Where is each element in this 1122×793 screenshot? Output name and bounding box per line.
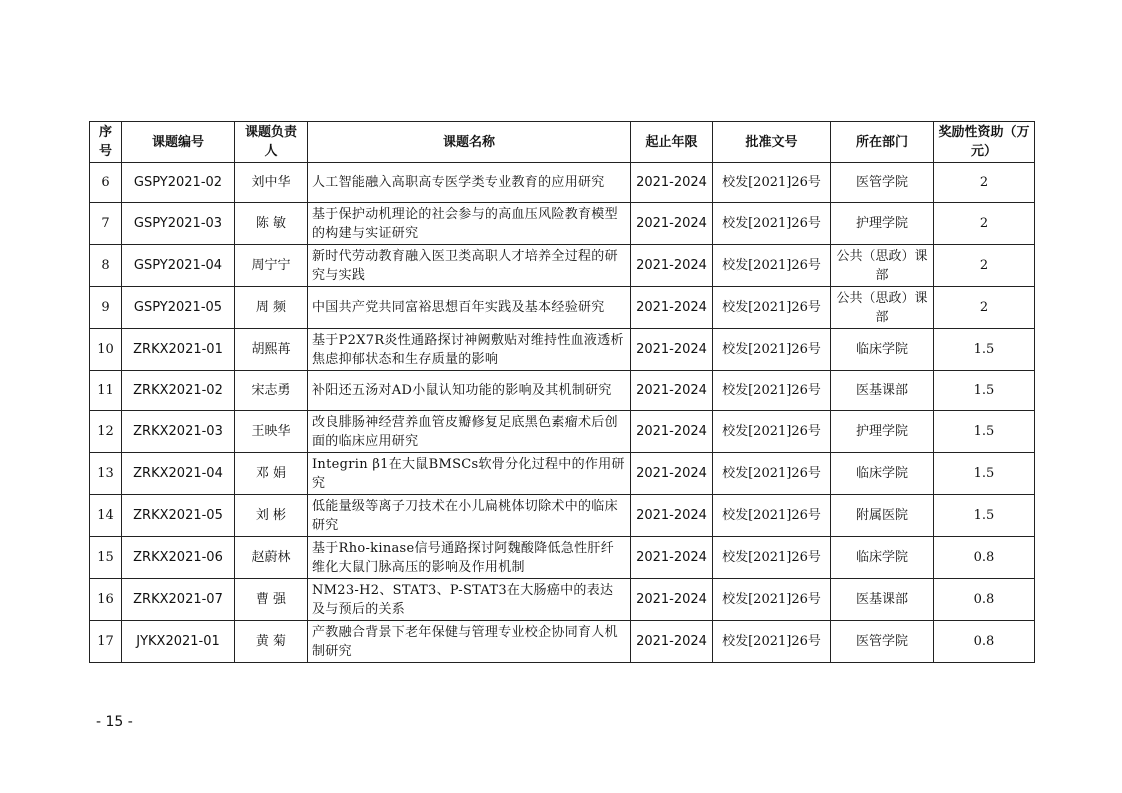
table-row: [90, 411, 1035, 453]
header-dept: 所在部门: [831, 122, 934, 163]
table-row: [90, 537, 1035, 579]
cell-period: 2021-2024: [631, 203, 713, 245]
cell-leader: 邓 娟: [235, 453, 308, 495]
cell-funding: 2: [934, 245, 1035, 287]
cell-index: 7: [90, 203, 122, 245]
cell-period: 2021-2024: [631, 537, 713, 579]
cell-period: 2021-2024: [631, 329, 713, 371]
cell-dept: 医管学院: [831, 163, 934, 203]
cell-name: 改良腓肠神经营养血管皮瓣修复足底黑色素瘤术后创面的临床应用研究: [308, 411, 631, 453]
cell-period: 2021-2024: [631, 495, 713, 537]
cell-funding: 1.5: [934, 329, 1035, 371]
cell-funding: 2: [934, 163, 1035, 203]
header-funding: 奖励性资助（万元）: [934, 122, 1035, 163]
cell-index: 8: [90, 245, 122, 287]
page-number: - 15 -: [96, 714, 133, 730]
cell-dept: 公共（思政）课部: [831, 287, 934, 329]
cell-index: 13: [90, 453, 122, 495]
cell-funding: 1.5: [934, 495, 1035, 537]
cell-dept: 医基课部: [831, 579, 934, 621]
cell-dept: 临床学院: [831, 329, 934, 371]
cell-dept: 医基课部: [831, 371, 934, 411]
cell-name: 基于保护动机理论的社会参与的高血压风险教育模型的构建与实证研究: [308, 203, 631, 245]
cell-period: 2021-2024: [631, 411, 713, 453]
table-row: [90, 621, 1035, 663]
cell-index: 6: [90, 163, 122, 203]
cell-code: JYKX2021-01: [122, 621, 235, 663]
project-table: [89, 121, 1035, 663]
header-period: 起止年限: [631, 122, 713, 163]
cell-dept: 护理学院: [831, 411, 934, 453]
cell-leader: 胡熙苒: [235, 329, 308, 371]
cell-index: 12: [90, 411, 122, 453]
cell-dept: 临床学院: [831, 537, 934, 579]
cell-funding: 0.8: [934, 579, 1035, 621]
table-row: [90, 453, 1035, 495]
cell-name: 人工智能融入高职高专医学类专业教育的应用研究: [308, 163, 631, 203]
table-row: [90, 245, 1035, 287]
cell-index: 9: [90, 287, 122, 329]
header-leader: 课题负责人: [235, 122, 308, 163]
cell-period: 2021-2024: [631, 453, 713, 495]
header-index: 序号: [90, 122, 122, 163]
table-row: [90, 203, 1035, 245]
cell-index: 11: [90, 371, 122, 411]
cell-leader: 周 频: [235, 287, 308, 329]
cell-dept: 临床学院: [831, 453, 934, 495]
cell-approval: 校发[2021]26号: [713, 163, 831, 203]
cell-code: ZRKX2021-03: [122, 411, 235, 453]
cell-approval: 校发[2021]26号: [713, 579, 831, 621]
cell-funding: 1.5: [934, 371, 1035, 411]
cell-index: 17: [90, 621, 122, 663]
cell-name: Integrin β1在大鼠BMSCs软骨分化过程中的作用研究: [308, 453, 631, 495]
cell-code: ZRKX2021-02: [122, 371, 235, 411]
cell-code: ZRKX2021-01: [122, 329, 235, 371]
cell-period: 2021-2024: [631, 579, 713, 621]
cell-period: 2021-2024: [631, 163, 713, 203]
header-code: 课题编号: [122, 122, 235, 163]
cell-approval: 校发[2021]26号: [713, 287, 831, 329]
cell-code: GSPY2021-02: [122, 163, 235, 203]
cell-leader: 周宁宁: [235, 245, 308, 287]
cell-dept: 附属医院: [831, 495, 934, 537]
table-row: [90, 495, 1035, 537]
cell-approval: 校发[2021]26号: [713, 329, 831, 371]
cell-index: 16: [90, 579, 122, 621]
cell-leader: 刘 彬: [235, 495, 308, 537]
header-approval: 批准文号: [713, 122, 831, 163]
cell-leader: 黄 菊: [235, 621, 308, 663]
cell-approval: 校发[2021]26号: [713, 537, 831, 579]
cell-approval: 校发[2021]26号: [713, 411, 831, 453]
header-name: 课题名称: [308, 122, 631, 163]
table-row: [90, 163, 1035, 203]
cell-index: 15: [90, 537, 122, 579]
cell-leader: 王映华: [235, 411, 308, 453]
cell-period: 2021-2024: [631, 371, 713, 411]
table-row: [90, 371, 1035, 411]
cell-code: GSPY2021-04: [122, 245, 235, 287]
cell-funding: 1.5: [934, 411, 1035, 453]
table-row: [90, 287, 1035, 329]
cell-name: 产教融合背景下老年保健与管理专业校企协同育人机制研究: [308, 621, 631, 663]
cell-name: 基于Rho-kinase信号通路探讨阿魏酸降低急性肝纤维化大鼠门脉高压的影响及作用机制: [308, 537, 631, 579]
cell-period: 2021-2024: [631, 621, 713, 663]
cell-name: 中国共产党共同富裕思想百年实践及基本经验研究: [308, 287, 631, 329]
cell-funding: 2: [934, 203, 1035, 245]
cell-funding: 0.8: [934, 537, 1035, 579]
cell-code: ZRKX2021-04: [122, 453, 235, 495]
cell-dept: 护理学院: [831, 203, 934, 245]
cell-dept: 公共（思政）课部: [831, 245, 934, 287]
cell-funding: 1.5: [934, 453, 1035, 495]
cell-approval: 校发[2021]26号: [713, 245, 831, 287]
cell-code: ZRKX2021-05: [122, 495, 235, 537]
cell-name: NM23-H2、STAT3、P-STAT3在大肠癌中的表达及与预后的关系: [308, 579, 631, 621]
cell-period: 2021-2024: [631, 245, 713, 287]
cell-code: ZRKX2021-07: [122, 579, 235, 621]
cell-funding: 0.8: [934, 621, 1035, 663]
table-header-row: [90, 122, 1035, 163]
cell-funding: 2: [934, 287, 1035, 329]
cell-name: 补阳还五汤对AD小鼠认知功能的影响及其机制研究: [308, 371, 631, 411]
cell-period: 2021-2024: [631, 287, 713, 329]
table-row: [90, 579, 1035, 621]
cell-name: 新时代劳动教育融入医卫类高职人才培养全过程的研究与实践: [308, 245, 631, 287]
cell-leader: 陈 敏: [235, 203, 308, 245]
cell-index: 14: [90, 495, 122, 537]
cell-approval: 校发[2021]26号: [713, 453, 831, 495]
cell-approval: 校发[2021]26号: [713, 621, 831, 663]
cell-leader: 宋志勇: [235, 371, 308, 411]
cell-code: ZRKX2021-06: [122, 537, 235, 579]
cell-approval: 校发[2021]26号: [713, 203, 831, 245]
cell-leader: 赵蔚林: [235, 537, 308, 579]
cell-leader: 刘中华: [235, 163, 308, 203]
table-row: [90, 329, 1035, 371]
cell-leader: 曹 强: [235, 579, 308, 621]
cell-index: 10: [90, 329, 122, 371]
cell-approval: 校发[2021]26号: [713, 495, 831, 537]
cell-code: GSPY2021-03: [122, 203, 235, 245]
cell-code: GSPY2021-05: [122, 287, 235, 329]
cell-name: 低能量级等离子刀技术在小儿扁桃体切除术中的临床研究: [308, 495, 631, 537]
cell-name: 基于P2X7R炎性通路探讨神阙敷贴对维持性血液透析焦虑抑郁状态和生存质量的影响: [308, 329, 631, 371]
cell-approval: 校发[2021]26号: [713, 371, 831, 411]
cell-dept: 医管学院: [831, 621, 934, 663]
